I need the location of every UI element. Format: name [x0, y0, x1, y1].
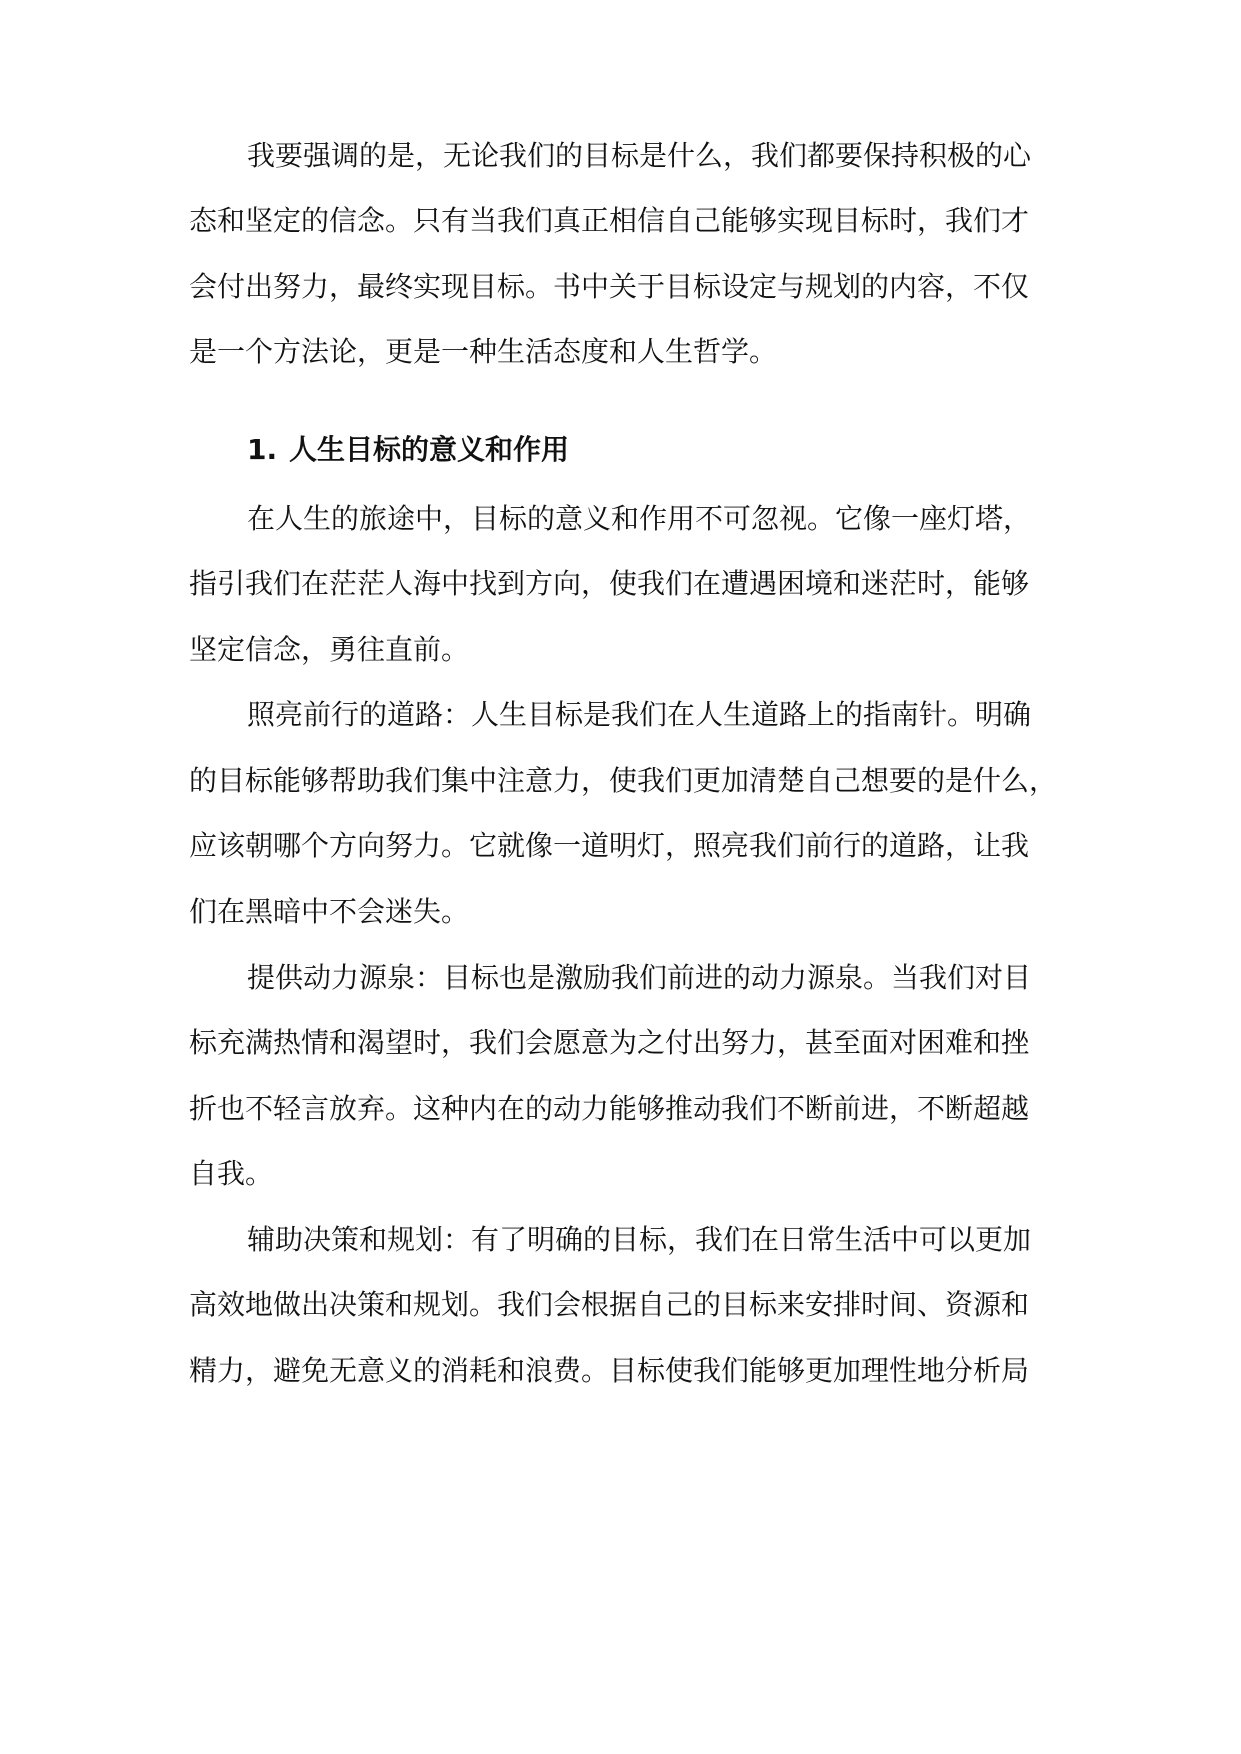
section-heading: [247, 430, 569, 470]
paragraph-3-line-2: 的目标能够帮助我们集中注意力，使我们更加清楚自己想要的是什么，: [189, 764, 1058, 797]
paragraph-4-line-1: 提供动力源泉：目标也是激励我们前进的动力源泉。当我们对目: [247, 961, 1032, 994]
paragraph-1-line-2: 态和坚定的信念。只有当我们真正相信自己能够实现目标时，我们才: [189, 204, 1030, 237]
paragraph-2-line-1: 在人生的旅途中，目标的意义和作用不可忽视。它像一座灯塔，: [247, 502, 1032, 535]
section-heading-text: 人生目标的意义和作用: [289, 433, 570, 466]
paragraph-5-line-1: 辅助决策和规划：有了明确的目标，我们在日常生活中可以更加: [247, 1223, 1032, 1256]
paragraph-1-line-4: 是一个方法论，更是一种生活态度和人生哲学。: [189, 335, 778, 368]
paragraph-3-line-4: 们在黑暗中不会迷失。: [189, 895, 470, 928]
paragraph-5-line-2: 高效地做出决策和规划。我们会根据自己的目标来安排时间、资源和: [189, 1288, 1030, 1321]
paragraph-4-line-2: 标充满热情和渴望时，我们会愿意为之付出努力，甚至面对困难和挫: [189, 1026, 1030, 1059]
paragraph-2-line-3: 坚定信念，勇往直前。: [189, 633, 470, 666]
paragraph-3-line-1: 照亮前行的道路：人生目标是我们在人生道路上的指南针。明确: [247, 698, 1032, 731]
paragraph-5-line-3: 精力，避免无意义的消耗和浪费。目标使我们能够更加理性地分析局: [189, 1354, 1030, 1387]
section-heading-number: 1.: [247, 433, 278, 466]
paragraph-2-line-2: 指引我们在茫茫人海中找到方向，使我们在遭遇困境和迷茫时，能够: [189, 567, 1030, 600]
paragraph-1-line-3: 会付出努力，最终实现目标。书中关于目标设定与规划的内容，不仅: [189, 270, 1030, 303]
paragraph-4-line-3: 折也不轻言放弃。这种内在的动力能够推动我们不断前进，不断超越: [189, 1092, 1030, 1125]
paragraph-3-line-3: 应该朝哪个方向努力。它就像一道明灯，照亮我们前行的道路，让我: [189, 829, 1030, 862]
paragraph-1-line-1: 我要强调的是，无论我们的目标是什么，我们都要保持积极的心: [247, 139, 1032, 172]
paragraph-4-line-4: 自我。: [189, 1157, 274, 1190]
